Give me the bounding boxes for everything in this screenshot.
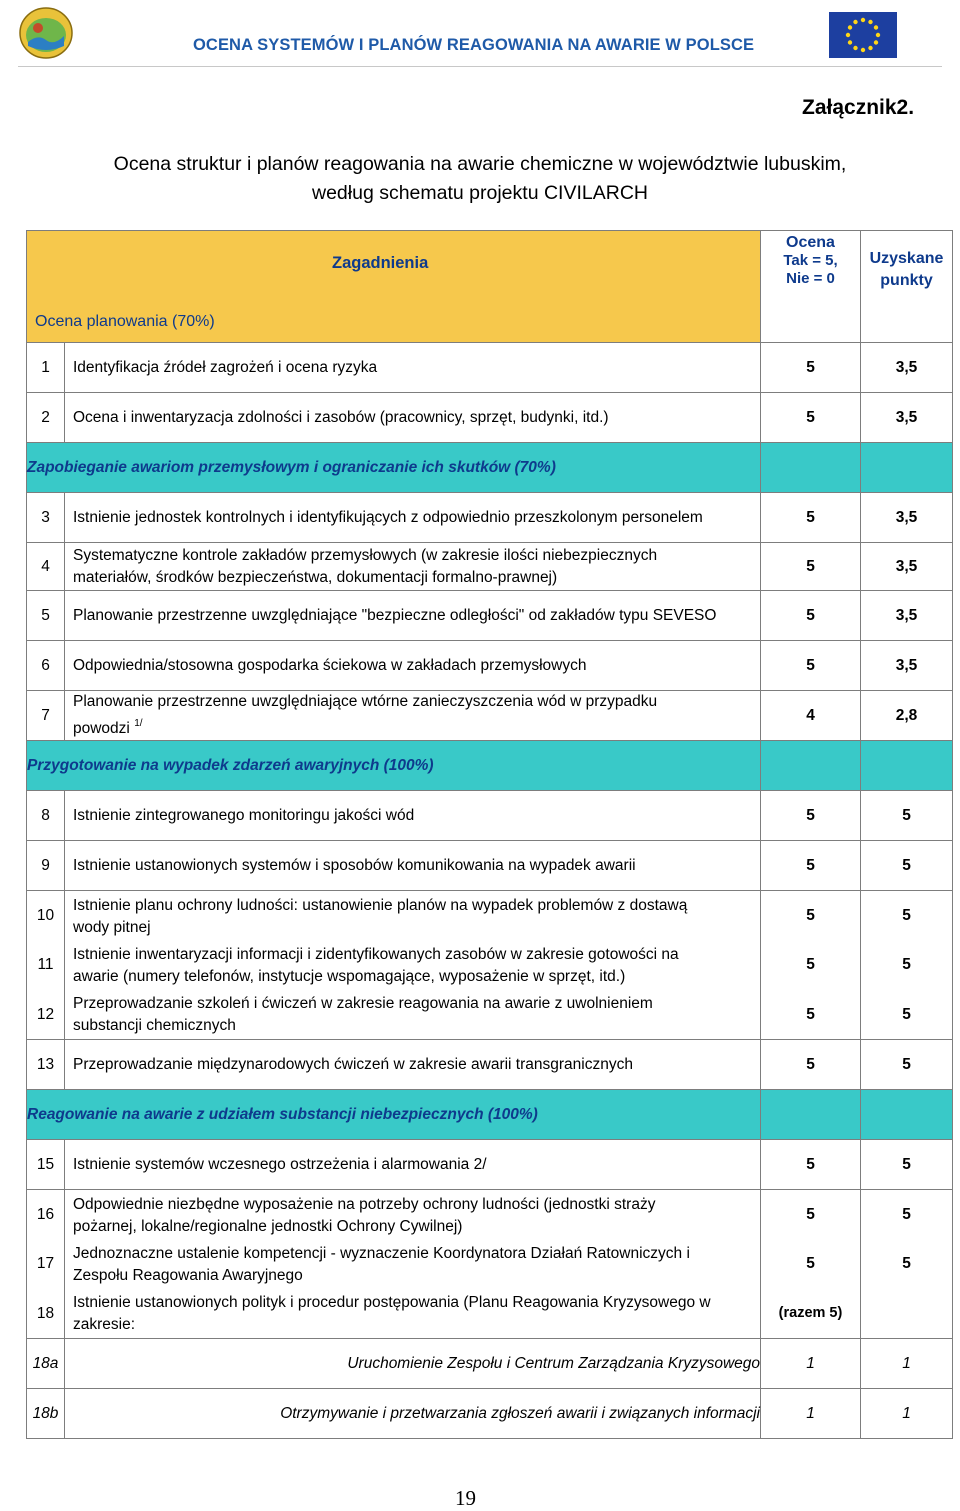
row-score: 5: [761, 393, 861, 443]
row-score: 5: [761, 1040, 861, 1090]
row-description: [65, 543, 761, 591]
description-line: Przeprowadzanie szkoleń i ćwiczeń w zakresie reagowania na awarie z uwolnieniem: [73, 994, 653, 1012]
table-row: [27, 1040, 953, 1090]
row-description: Istnienie systemów wczesnego ostrzeżenia i alarmowania 2/: [65, 1140, 761, 1190]
table-row: [27, 1339, 953, 1389]
row-description: [73, 1289, 760, 1338]
section-score-cell: [761, 1090, 861, 1140]
row-description: [73, 941, 760, 990]
header-topics-cell: [27, 231, 761, 343]
row-description-group: [65, 891, 761, 1040]
row-score: 5: [806, 1255, 815, 1272]
row-points: [861, 1289, 952, 1338]
row-score: 5: [761, 343, 861, 393]
row-description-group: [65, 1190, 761, 1339]
row-score: 5: [761, 591, 861, 641]
table-row: [27, 591, 953, 641]
description-text: powodzi: [73, 720, 130, 737]
row-points: 3,5: [861, 343, 953, 393]
description-line: Zespołu Reagowania Awaryjnego: [73, 1266, 303, 1284]
title-line: według schematu projektu CIVILARCH: [312, 182, 648, 204]
row-score: 5: [806, 956, 815, 973]
page-number: 19: [455, 1486, 476, 1510]
table-row: [27, 1140, 953, 1190]
section-row: [27, 443, 953, 493]
row-points-group: [861, 1190, 953, 1339]
description-line: substancji chemicznych: [73, 1016, 236, 1034]
row-points-group: [861, 891, 953, 1040]
row-points: 5: [861, 841, 953, 891]
page-header: [0, 0, 960, 72]
table-row: [27, 493, 953, 543]
table-row: [27, 641, 953, 691]
row-points: 3,5: [861, 393, 953, 443]
description-line: Jednoznaczne ustalenie kompetencji - wyznaczenie Koordynatora Działań Ratowniczych i: [73, 1244, 690, 1262]
row-score: 5: [761, 1140, 861, 1190]
eu-flag-icon: [829, 12, 897, 58]
row-number: 4: [27, 543, 65, 591]
section-score-cell: [761, 741, 861, 791]
section-row: [27, 741, 953, 791]
table-row: [27, 343, 953, 393]
description-line: pożarnej, lokalne/regionalne jednostki Ochrony Cywilnej): [73, 1217, 463, 1235]
row-score: 5: [761, 841, 861, 891]
description-line: [73, 713, 760, 740]
annex-label: Załącznik2.: [802, 96, 915, 119]
row-description: [73, 1191, 760, 1240]
row-points: 3,5: [861, 641, 953, 691]
row-score-group: [761, 1190, 861, 1339]
row-score: 5: [761, 543, 861, 591]
section-title: Reagowanie na awarie z udziałem substancji niebezpiecznych (100%): [27, 1090, 761, 1140]
header-topics-label: Zagadnienia: [332, 254, 429, 272]
row-description: Ocena i inwentaryzacja zdolności i zasobów (pracownicy, sprzęt, budynki, itd.): [65, 393, 761, 443]
row-description: Uruchomienie Zespołu i Centrum Zarządzania Kryzysowego: [65, 1339, 761, 1389]
table-row: [27, 393, 953, 443]
row-description: Identyfikacja źródeł zagrożeń i ocena ryzyka: [65, 343, 761, 393]
evaluation-table: [26, 230, 953, 1439]
row-description: [73, 990, 760, 1039]
table-row: [27, 543, 953, 591]
header-score-no: Nie = 0: [786, 270, 835, 287]
description-line: materiałów, środków bezpieczeństwa, dokumentacji formalno-prawnej): [73, 568, 558, 586]
row-number: 3: [27, 493, 65, 543]
row-description: Otrzymywanie i przetwarzania zgłoszeń awarii i związanych informacji: [65, 1389, 761, 1439]
row-number: 1: [27, 343, 65, 393]
table-row: [27, 691, 953, 741]
row-score-group: [761, 891, 861, 1040]
row-description: Przeprowadzanie międzynarodowych ćwiczeń w zakresie awarii transgranicznych: [65, 1040, 761, 1090]
table-row-group: [27, 891, 953, 1040]
header-divider: [18, 66, 942, 67]
row-score: 5: [761, 641, 861, 691]
table-header-row: [27, 231, 953, 343]
description-line: awarie (numery telefonów, instytucje wspomagające, wyposażenie w sprzęt, itd.): [73, 967, 626, 985]
table-row-group: [27, 1190, 953, 1339]
row-number: 6: [27, 641, 65, 691]
row-number: 12: [36, 1006, 55, 1023]
row-number: 11: [37, 956, 54, 973]
row-score: 1: [761, 1389, 861, 1439]
footnote-ref: 1/: [134, 718, 143, 729]
row-score: 5: [806, 907, 815, 924]
table-row: [27, 1389, 953, 1439]
header-score-yes: Tak = 5,: [783, 252, 838, 269]
row-points: 3,5: [861, 591, 953, 641]
description-line: Istnienie ustanowionych polityk i procedur postępowania (Planu Reagowania Kryzysowego w: [73, 1293, 711, 1311]
description-line: wody pitnej: [73, 918, 151, 936]
description-line: Planowanie przestrzenne uwzględniające wtórne zanieczyszczenia wód w przypadku: [73, 693, 658, 710]
description-line: Odpowiednie niezbędne wyposażenie na potrzeby ochrony ludności (jednostki straży: [73, 1195, 656, 1213]
row-score: 5: [806, 1206, 815, 1223]
row-score: 5: [761, 493, 861, 543]
row-score: 5: [761, 791, 861, 841]
row-description: Istnienie ustanowionych systemów i sposobów komunikowania na wypadek awarii: [65, 841, 761, 891]
header-planning-label: Ocena planowania (70%): [35, 313, 215, 330]
description-line: Istnienie planu ochrony ludności: ustanowienie planów na wypadek problemów z dostawą: [73, 896, 688, 914]
row-points: 5: [902, 1255, 911, 1272]
row-description: [65, 691, 761, 741]
row-description: Istnienie jednostek kontrolnych i identyfikujących z odpowiednio przeszkolonym personelem: [65, 493, 761, 543]
row-score: (razem 5): [778, 1305, 843, 1321]
row-points: 3,5: [861, 493, 953, 543]
table-row: [27, 841, 953, 891]
row-number: 8: [27, 791, 65, 841]
description-line: zakresie:: [73, 1315, 136, 1333]
row-points: 1: [861, 1339, 953, 1389]
row-number: 5: [27, 591, 65, 641]
row-points: 5: [861, 1140, 953, 1190]
header-score-cell: [761, 231, 861, 343]
header-title: OCENA SYSTEMÓW I PLANÓW REAGOWANIA NA AWARIE W POLSCE: [193, 36, 755, 54]
header-score-title: Ocena: [786, 234, 835, 251]
row-points: 3,5: [861, 543, 953, 591]
row-number: 9: [27, 841, 65, 891]
row-points: 5: [902, 907, 911, 924]
row-number: 10: [36, 907, 55, 924]
document-title: [60, 150, 900, 208]
row-number: 18b: [27, 1389, 65, 1439]
row-points: 5: [861, 1040, 953, 1090]
row-score: 5: [806, 1006, 815, 1023]
row-points: 5: [861, 791, 953, 841]
section-score-cell: [761, 443, 861, 493]
description-line: Istnienie inwentaryzacji informacji i zidentyfikowanych zasobów w zakresie gotowości na: [73, 945, 679, 963]
section-row: [27, 1090, 953, 1140]
section-title: Przygotowanie na wypadek zdarzeń awaryjnych (100%): [27, 741, 761, 791]
title-line: Ocena struktur i planów reagowania na awarie chemiczne w województwie lubuskim,: [113, 153, 847, 175]
description-line: Systematyczne kontrole zakładów przemysłowych (w zakresie ilości niebezpiecznych: [73, 546, 658, 564]
row-number: 15: [27, 1140, 65, 1190]
section-points-cell: [861, 1090, 953, 1140]
row-score: 4: [761, 691, 861, 741]
row-points: 1: [861, 1389, 953, 1439]
header-points-line2: punkty: [880, 272, 933, 289]
section-title: Zapobieganie awariom przemysłowym i ograniczanie ich skutków (70%): [27, 443, 761, 493]
row-points: 5: [902, 1206, 911, 1223]
table-row: [27, 791, 953, 841]
row-points: 2,8: [861, 691, 953, 741]
header-points-cell: [861, 231, 953, 343]
row-number: 7: [27, 691, 65, 741]
project-logo-icon: [18, 6, 74, 60]
row-description: [73, 892, 760, 941]
row-points: 5: [902, 1006, 911, 1023]
row-description: Planowanie przestrzenne uwzględniające "bezpieczne odległości" od zakładów typu SEVESO: [65, 591, 761, 641]
section-points-cell: [861, 443, 953, 493]
row-number: 18a: [27, 1339, 65, 1389]
section-points-cell: [861, 741, 953, 791]
row-description: Odpowiednia/stosowna gospodarka ściekowa w zakładach przemysłowych: [65, 641, 761, 691]
row-number: 2: [27, 393, 65, 443]
row-number-group: [27, 1190, 65, 1339]
row-description: Istnienie zintegrowanego monitoringu jakości wód: [65, 791, 761, 841]
row-number: 18: [36, 1305, 55, 1322]
row-number: 16: [36, 1206, 55, 1223]
row-score: 1: [761, 1339, 861, 1389]
row-number-group: [27, 891, 65, 1040]
row-points: 5: [902, 956, 911, 973]
row-number: 13: [27, 1040, 65, 1090]
row-number: 17: [36, 1255, 55, 1272]
header-points-line1: Uzyskane: [869, 250, 944, 267]
row-description: [73, 1240, 760, 1289]
